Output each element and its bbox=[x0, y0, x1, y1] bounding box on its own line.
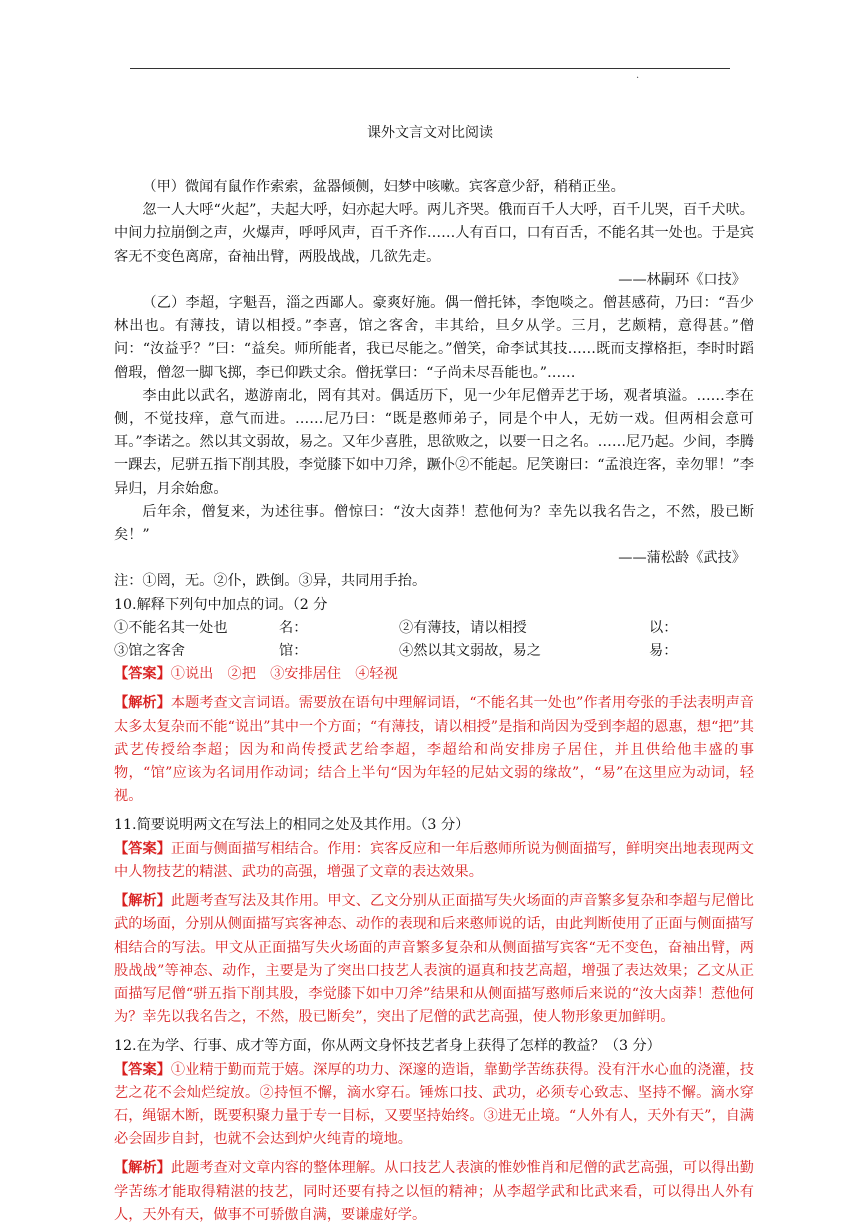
analysis-tag: 【解析】 bbox=[114, 1160, 171, 1177]
passage-jia-paragraph: 忽一人大呼“火起”，夫起大呼，妇亦起大呼。两儿齐哭。俄而百千人大呼，百千儿哭，百千犬吠。中间力拉崩倒之声，火爆声，呼呼风声，百千齐作……人有百口，口有百舌，不能名其一处也。于是宾客无不变色离席，奋袖出臂，两股战战，几欲先走。 bbox=[114, 202, 754, 265]
question-10-items bbox=[114, 617, 754, 663]
page-mark: · bbox=[636, 73, 640, 84]
answer-text: 正面与侧面描写相结合。作用：宾客反应和一年后憨师所说为侧面描写，鲜明突出地表现两文中人物技艺的精湛、武功的高强，增强了文章的表达效果。 bbox=[114, 840, 754, 880]
question-12: 12.在为学、行事、成才等方面，你从两文身怀技艺者身上获得了怎样的教益？（3 分） bbox=[114, 1038, 661, 1055]
passage-yi-paragraph: 后年余，僧复来，为述往事。僧惊曰：“汝大卤莽！惹他何为？幸先以我名告之，不然，股已断矣！” bbox=[114, 503, 754, 544]
answer-tag: 【答案】 bbox=[114, 666, 171, 683]
analysis-text: 此题考查对文章内容的整体理解。从口技艺人表演的惟妙惟肖和尼僧的武艺高强，可以得出勤学苦练才能取得精湛的技艺，同时还要有持之以恒的精神；从李超学武和比武来看，可以得出人外有人，天外有天，做事不可骄傲自满，要谦虚好学。 bbox=[114, 1160, 754, 1223]
passage-yi-paragraph: 李由此以武名，遨游南北，罔有其对。偶适历下，见一少年尼僧弄艺于场，观者填溢。……李在侧，不觉技痒，意气而进。……尼乃曰：“既是憨师弟子，同是个中人，无妨一戏。但两相会意可耳。”李诺之。然以其文弱故，易之。又年少喜胜，思欲败之，以要一日之名。……尼乃起。少间，李腾一踝去，尼骈五指下削其股，李觉膝下如中刀斧，蹶仆②不能起。尼笑谢曰：“孟浪迕客，幸勿罪！”李异归，月余始愈。 bbox=[114, 387, 754, 497]
notes: 注：①罔，无。②仆，跌倒。③异，共同用手抬。 bbox=[114, 573, 427, 590]
passage-jia-paragraph: （甲）微闻有鼠作作索索，盆器倾侧，妇梦中咳嗽。宾客意少舒，稍稍正坐。 bbox=[142, 179, 625, 195]
q10-item-text: ③馆之客舍 bbox=[114, 643, 185, 660]
answer-tag: 【答案】 bbox=[114, 1061, 171, 1078]
question-10: 10.解释下列句中加点的词。（2 分 bbox=[114, 596, 328, 613]
question-11: 11.简要说明两文在写法上的相同之处及其作用。（3 分） bbox=[114, 817, 470, 834]
analysis-text: 此题考查写法及其作用。甲文、乙文分别从正面描写失火场面的声音繁多复杂和李超与尼僧比武的场面，分别从侧面描写宾客神态、动作的表现和后来憨师说的话，由此判断使用了正面与侧面描写相结合的写法。甲文从正面描写失火场面的声音繁多复杂和从侧面描写宾客“无不变色，奋袖出臂，两股战战”等神态、动作，主要是为了突出口技艺人表演的逼真和技艺高超，增强了表达效果；乙文从正面描写尼僧“骈五指下削其股，李觉膝下如中刀斧”结果和从侧面描写憨师后来说的“汝大卤莽！惹他何为？幸先以我名告之，不然，股已断矣”，突出了尼僧的武艺高强，使人物形象更加鲜明。 bbox=[114, 893, 754, 1026]
document-body bbox=[114, 176, 754, 1227]
q12-answer bbox=[114, 1059, 754, 1152]
q10-item-text: ①不能名其一处也 bbox=[114, 619, 228, 636]
q10-item-text: ②有薄技，请以相授 bbox=[399, 619, 527, 636]
q10-item-word: 馆： bbox=[279, 643, 308, 660]
q10-item-text: ④然以其文弱故，易之 bbox=[399, 643, 541, 660]
q10-item-word: 以： bbox=[649, 619, 678, 636]
passage-jia-source: ——林嗣环《口技》 bbox=[618, 271, 746, 288]
answer-text: ①说出 ②把 ③安排居住 ④轻视 bbox=[170, 666, 398, 683]
answer-text: ①业精于勤而荒于嬉。深厚的功力、深邃的造诣，靠勤学苦练获得。没有汗水心血的浇灌，技艺之花不会灿烂绽放。②持恒不懈，滴水穿石。锤炼口技、武功，必须专心致志、坚持不懈。滴水穿石，绳锯木断，既要积聚力量于专一目标，又要坚持始终。③进无止境。“人外有人，天外有天”，自满必会固步自封，也就不会达到炉火纯青的境地。 bbox=[114, 1061, 754, 1148]
q11-analysis bbox=[114, 890, 754, 1029]
passage-yi-source: ——蒲松龄《武技》 bbox=[618, 550, 746, 567]
q11-answer bbox=[114, 838, 754, 884]
q10-item-word: 易： bbox=[649, 643, 678, 660]
answer-tag: 【答案】 bbox=[114, 840, 171, 857]
q10-analysis bbox=[114, 692, 754, 808]
header-rule bbox=[130, 68, 730, 69]
analysis-text: 本题考查文言词语。需要放在语句中理解词语，“不能名其一处也”作者用夸张的手法表明声音太多太复杂而不能“说出”其中一个方面；“有薄技，请以相授”是指和尚因为受到李超的恩惠，想“把”其武艺传授给李超；因为和尚传授武艺给李超，李超给和尚安排房子居住，并且供给他丰盛的事物，“馆”应该为名词用作动词；结合上半句“因为年轻的尼姑文弱的缘故”，“易”在这里应为动词，轻视。 bbox=[114, 695, 754, 805]
q12-analysis bbox=[114, 1157, 754, 1227]
q10-answer bbox=[114, 663, 754, 686]
page-title: 课外文言文对比阅读 bbox=[367, 125, 493, 141]
analysis-tag: 【解析】 bbox=[114, 893, 171, 910]
passage-yi-paragraph: （乙）李超，字魁吾，淄之西鄙人。豪爽好施。偶一僧托钵，李饱啖之。僧甚感荷，乃曰：“吾少林出也。有薄技，请以相授。”李喜，馆之客舍，丰其给，旦夕从学。三月，艺颇精，意得甚。”僧问：“汝益乎？”曰：“益矣。师所能者，我已尽能之。”僧笑，命李试其技……既而支撑格拒，李时时蹈僧瑕，僧忽一脚飞掷，李已仰跌丈余。僧抚掌曰：“子尚未尽吾能也。”…… bbox=[114, 295, 754, 381]
analysis-tag: 【解析】 bbox=[114, 695, 171, 712]
q10-item-word: 名： bbox=[279, 619, 308, 636]
